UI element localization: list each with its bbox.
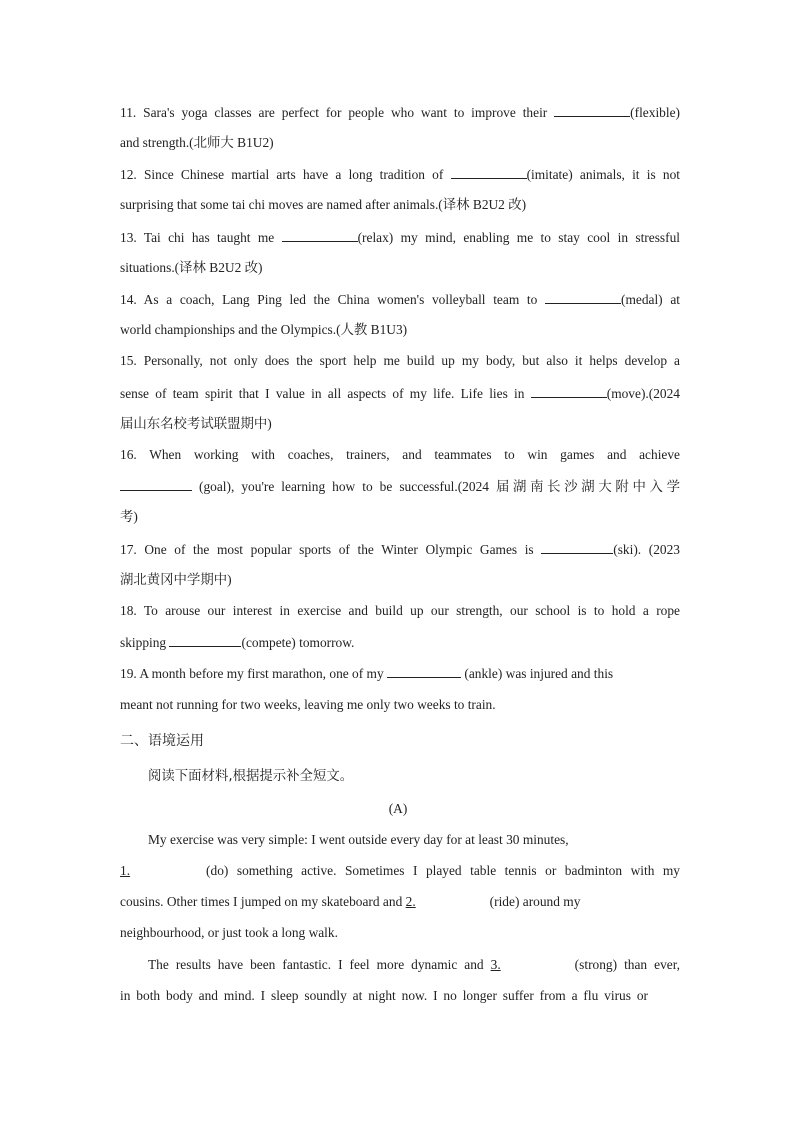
hint-text: (medal): [621, 292, 663, 307]
item-text: sense of team spirit that I value in all aspects of my life. Life lies in: [120, 386, 531, 401]
item-16-line-1: 16. When working with coaches, trainers, and teammates to win games and achieve: [120, 447, 680, 462]
blank-number: 2.: [406, 894, 490, 909]
hint-text: (ski). (2023: [613, 542, 680, 557]
item-17-line-2: 湖北黄冈中学期中): [120, 572, 232, 587]
passage-p1-line-2: [120, 861, 680, 881]
passage-label: (A): [388, 801, 408, 816]
item-text: 14. As a coach, Lang Ping led the China women's volleyball team to: [120, 292, 545, 307]
item-text: 13. Tai chi has taught me: [120, 230, 282, 245]
hint-text: (imitate): [526, 167, 573, 182]
answer-blank[interactable]: [501, 955, 575, 969]
passage-p1-line-1: My exercise was very simple: I went outside every day for at least 30 minutes,: [148, 832, 569, 847]
passage-text: (do) something active. Sometimes I played table tennis or badminton with my: [206, 863, 680, 878]
passage-text: (ride) around my: [489, 894, 581, 909]
item-18-line-1: 18. To arouse our interest in exercise and build up our strength, our school is to hold a rope: [120, 603, 680, 618]
item-13-line-2: situations.(译林 B2U2 改): [120, 260, 263, 275]
answer-blank[interactable]: [169, 632, 241, 647]
passage-text: The results have been fantastic. I feel more dynamic and: [148, 957, 491, 972]
blank-number: 3.: [491, 957, 575, 972]
item-19-line-2: meant not running for two weeks, leaving me only two weeks to train.: [120, 697, 496, 712]
answer-blank[interactable]: [120, 476, 192, 491]
item-18-line-2: [120, 632, 680, 653]
passage-text: (strong) than ever,: [574, 957, 680, 972]
answer-blank[interactable]: [130, 861, 206, 875]
answer-blank[interactable]: [451, 164, 527, 179]
item-16-line-2: [120, 476, 680, 497]
hint-text: (goal), you're learning how to be successful.(2024 届湖南长沙湖大附中入学: [192, 479, 680, 494]
item-text: 12. Since Chinese martial arts have a long tradition of: [120, 167, 451, 182]
instruction-text: 阅读下面材料,根据提示补全短文。: [148, 769, 354, 784]
blank-number: 1.: [120, 863, 206, 878]
answer-blank[interactable]: [541, 539, 613, 554]
hint-text: (ankle) was injured and this: [461, 666, 614, 681]
item-15-line-2: [120, 383, 680, 404]
item-15-line-1: 15. Personally, not only does the sport help me build up my body, but also it helps develop a: [120, 353, 680, 368]
passage-p1-line-3: [120, 892, 620, 912]
answer-blank[interactable]: [387, 663, 461, 678]
item-text: animals, it is not: [572, 167, 680, 182]
item-14-line-1: [120, 289, 680, 310]
hint-text: (compete) tomorrow.: [241, 635, 355, 650]
item-14-line-2: world championships and the Olympics.(人教 B1U3): [120, 322, 408, 337]
item-text: 17. One of the most popular sports of the Winter Olympic Games is: [120, 542, 542, 557]
item-17-line-1: [120, 539, 680, 560]
hint-text: (flexible): [630, 105, 680, 120]
item-text: at: [662, 292, 680, 307]
item-19-line-1: [120, 663, 660, 684]
section-title: 二、语境运用: [120, 733, 204, 749]
item-text: 11. Sara's yoga classes are perfect for people who want to improve their: [120, 105, 555, 120]
passage-p2-line-2: in both body and mind. I sleep soundly at night now. I no longer suffer from a flu virus or: [120, 988, 648, 1003]
passage-p2-line-1: [148, 955, 680, 975]
answer-blank[interactable]: [282, 227, 358, 242]
answer-blank[interactable]: [545, 289, 621, 304]
answer-blank[interactable]: [554, 102, 630, 117]
item-text: 19. A month before my first marathon, one of my: [120, 666, 388, 681]
item-11-line-1: [120, 102, 680, 123]
item-12-line-2: surprising that some tai chi moves are named after animals.(译林 B2U2 改): [120, 197, 527, 212]
passage-text: cousins. Other times I jumped on my skateboard and: [120, 894, 406, 909]
item-text: my mind, enabling me to stay cool in stressful: [393, 230, 681, 245]
item-16-line-3: 考): [120, 509, 138, 524]
passage-p1-line-4: neighbourhood, or just took a long walk.: [120, 925, 338, 940]
item-12-line-1: [120, 164, 680, 185]
hint-text: (relax): [357, 230, 394, 245]
answer-blank[interactable]: [531, 383, 607, 398]
item-text: skipping: [120, 635, 170, 650]
item-13-line-1: [120, 227, 680, 248]
item-15-line-3: 届山东名校考试联盟期中): [120, 416, 272, 431]
hint-text: (move).(2024: [606, 386, 680, 401]
item-11-line-2: and strength.(北师大 B1U2): [120, 135, 274, 150]
answer-blank[interactable]: [416, 892, 490, 906]
